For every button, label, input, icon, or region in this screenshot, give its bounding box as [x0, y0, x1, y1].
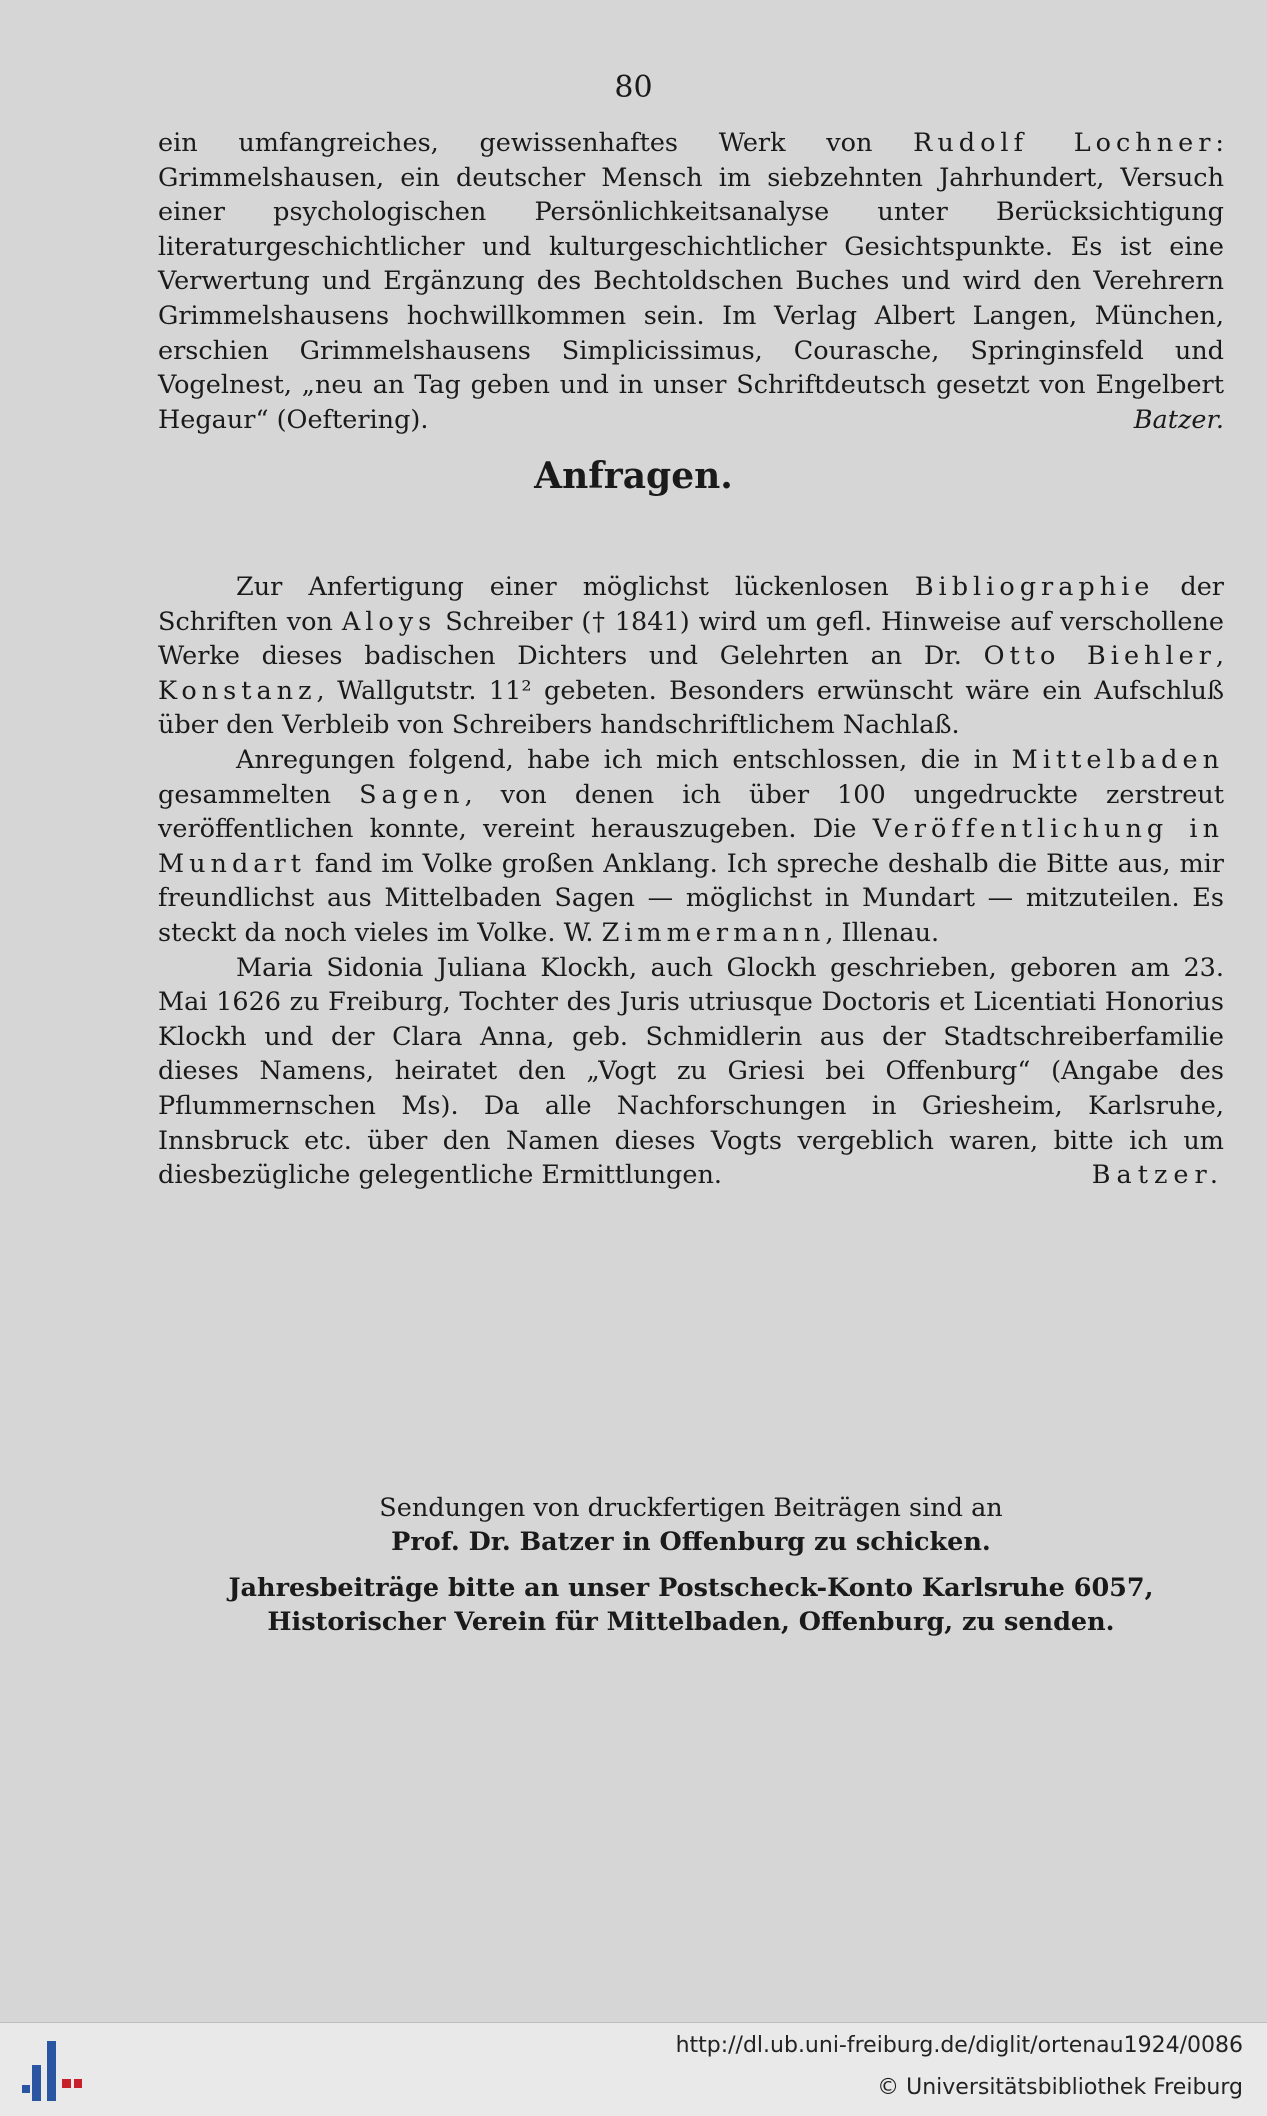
inquiry-text: Schreiber († 1841) wird um gefl. Hinweise auf verschollene Werke dieses badischen Dichters und Gelehrten an Dr. [158, 606, 1224, 672]
inquiry-emphasis: Zimmermann [601, 917, 826, 948]
inquiry-text: Anregungen folgend, habe ich mich entschlossen, die in [236, 744, 1012, 775]
inquiry-paragraph [158, 570, 1224, 743]
intro-text: ein umfangreiches, gewissenhaftes Werk von [158, 128, 914, 158]
inquiry-emphasis: Sagen [359, 779, 465, 810]
inquiry-text: , [1215, 641, 1225, 672]
inquiry-emphasis: Mittelbaden [1011, 744, 1224, 775]
inquiry-emphasis: Aloys [341, 606, 437, 637]
inquiry-text: , Illenau. [825, 917, 940, 948]
footer-line: Prof. Dr. Batzer in Offenburg zu schicken. [391, 1527, 991, 1557]
inquiry-emphasis: Konstanz [158, 675, 317, 706]
inquiry-text: , von denen ich über 100 ungedruckte zerstreut veröffentlichen konnte, vereint herauszugeben. Die [158, 779, 1224, 845]
inquiry-emphasis: Veröffentlichung in Mundart [158, 814, 1225, 879]
page-url-link[interactable]: http://dl.ub.uni-freiburg.de/diglit/ortenau1924/0086 [675, 2033, 1243, 2058]
inquiry-text: , Wallgutstr. 11² gebeten. Besonders erwünscht wäre ein Aufschluß über den Verbleib von Schreibers handschriftlichem Nachlaß. [158, 675, 1224, 741]
copyright-notice: © Universitätsbibliothek Freiburg [877, 2075, 1243, 2100]
inquiry-paragraph [158, 743, 1224, 951]
inquiry-emphasis: Bibliographie [914, 572, 1155, 602]
library-logo-icon [22, 2041, 82, 2101]
viewer-footer-bar [0, 2022, 1267, 2116]
footer-line: Sendungen von druckfertigen Beiträgen sind an [379, 1493, 1003, 1523]
inquiry-text: fand im Volke großen Anklang. Ich spreche deshalb die Bitte aus, mir freundlichst aus Mittelbaden Sagen — möglichst in Mundart — mitzuteilen. Es steckt da noch vieles im Volke. W. [158, 848, 1224, 948]
intro-paragraph [158, 126, 1224, 437]
inquiries-section [158, 570, 1224, 1193]
intro-text-cont: : Grimmelshausen, ein deutscher Mensch im siebzehnten Jahrhundert, Versuch einer psychologischen Persönlichkeitsanalyse unter Berücksichtigung literaturgeschichtlicher und kulturgeschichtlicher Gesichtspunkte. Es ist eine Verwertung und Ergänzung des Bechtoldschen Buches und wird den Verehrern Grimmelshausens hochwillkommen sein. Im Verlag Albert Langen, München, erschien Grimmelshausens Simplicissimus, Courasche, Springinsfeld und Vogelnest, „neu an Tag geben und in unser Schriftdeutsch gesetzt von Engelbert Hegaur“ (Oeftering). [158, 128, 1224, 435]
inquiry-signature: Batzer. [1091, 1160, 1224, 1191]
intro-author: Rudolf Lochner [913, 128, 1216, 158]
inquiry-text: Maria Sidonia Juliana Klockh, auch Glockh geschrieben, geboren am 23. Mai 1626 zu Freiburg, Tochter des Juris utriusque Doctoris et Licentiati Honorius Klockh und der Clara Anna, geb. Schmidlerin aus der Stadtschreiberfamilie dieses Namens, heiratet den „Vogt zu Griesi bei Offenburg“ (Angabe des Pflummernschen Ms). Da alle Nachforschungen in Griesheim, Karlsruhe, Innsbruck etc. über den Namen dieses Vogts vergeblich waren, bitte ich um diesbezügliche gelegentliche Ermittlungen. [158, 952, 1224, 1191]
inquiry-paragraph [158, 951, 1224, 1193]
inquiry-text: gesammelten [158, 779, 360, 810]
section-heading: Anfragen. [534, 455, 733, 497]
inquiry-text: der Schriften von [158, 572, 1224, 637]
inquiry-emphasis: Otto Biehler [983, 641, 1216, 672]
footer-notes [158, 1491, 1224, 1639]
footer-membership-note: Jahresbeiträge bitte an unser Postscheck-Konto Karlsruhe 6057, Historischer Verein für Mittelbaden, Offenburg, zu senden. [228, 1573, 1154, 1637]
inquiry-text: Zur Anfertigung einer möglichst lückenlosen [236, 572, 915, 602]
page-number: 80 [614, 70, 653, 105]
intro-signature: Batzer. [1133, 404, 1224, 435]
